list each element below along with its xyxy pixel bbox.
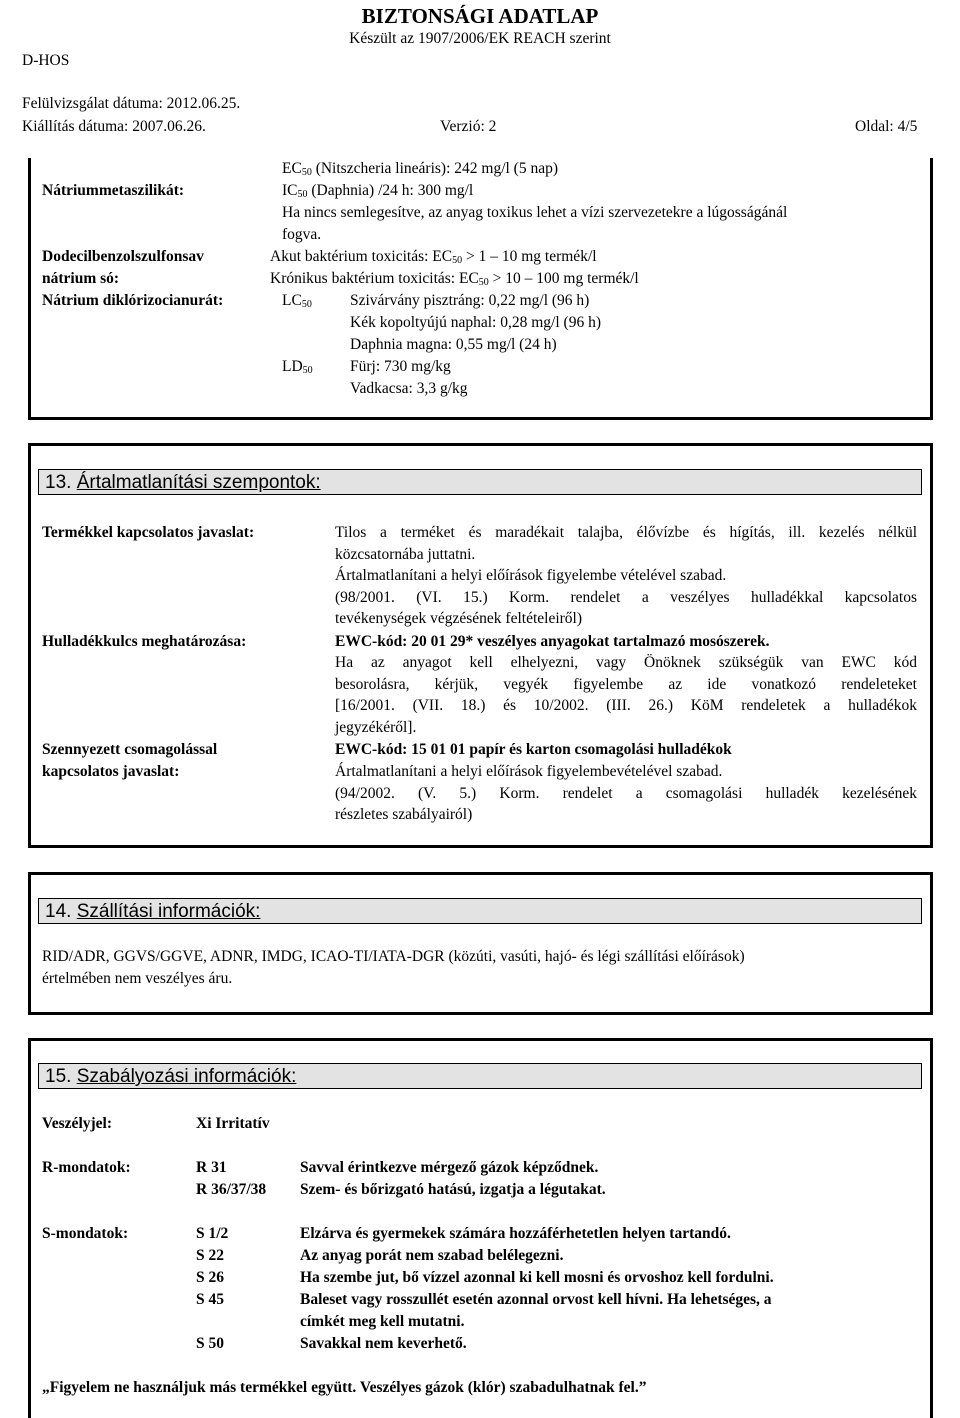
box1-left-border bbox=[28, 158, 31, 420]
dodecil-label-2: nátrium só: bbox=[42, 270, 120, 287]
s13-ewc-code-1: EWC-kód: 20 01 29* veszélyes anyagokat tartalmazó mosószerek. bbox=[335, 633, 770, 650]
hazard-label: Veszélyjel: bbox=[42, 1115, 113, 1132]
s13-packaging-text: Ártalmatlanítani a helyi előírások figyelembevételével szabad. (94/2002. (V. 5.) Korm. rendelet a csomagolási hulladék kezelésének részletes szabályairól) bbox=[335, 763, 917, 823]
section-15-heading: 15. Szabályozási információk: bbox=[38, 1063, 922, 1089]
issue-date: Kiállítás dátuma: 2007.06.26. bbox=[22, 118, 206, 135]
ec50-line: $EC_{50}$ (Nitszcheria lineáris): 242 mg/l (5 nap) bbox=[282, 160, 559, 178]
product-name: D-HOS bbox=[22, 52, 70, 69]
chronic-tox-line: Krónikus baktérium toxicitás: $EC_{50} > 10 - 100$ mg termék/l bbox=[270, 270, 639, 288]
note-line1: Ha nincs semlegesítve, az anyag toxikus lehet a vízi szervezetekre a lúgosságánál bbox=[282, 204, 788, 221]
box13-bottom-border bbox=[28, 845, 933, 848]
r-phrase-code: R 36/37/38 bbox=[196, 1181, 267, 1198]
s13-waste-text: Ha az anyagot kell elhelyezni, vagy Önöknek szükségük van EWC kód besorolásra, kérjük, vegyék figyelembe az ide vonatkozó rendeleteket [16/2001. (VII. 18.) és 10/2002. (III. 26.) KöM rendeletek a hulladékok jegyzékéről]. bbox=[335, 654, 917, 736]
s13-label-waste-code: Hulladékkulcs meghatározása: bbox=[42, 633, 247, 650]
s-phrase-text: Elzárva és gyermekek számára hozzáférhetetlen helyen tartandó. bbox=[300, 1225, 731, 1242]
s-phrase-code: S 1/2 bbox=[196, 1225, 229, 1242]
s-phrase-text: Savakkal nem keverhető. bbox=[300, 1335, 467, 1352]
s13-product-text: Tilos a terméket és maradékait talajba, élővízbe és hígítás, ill. kezelés nélkül közcsatornába juttatni. Ártalmatlanítani a helyi előírások figyelembe vételével szabad. (98/2001. (VI. 15.) Korm. rendelet a veszélyes hulladékkal kapcsolatos tevékenységek végzésének feltételeiről) bbox=[335, 524, 917, 627]
s-phrase-code: S 22 bbox=[196, 1247, 224, 1264]
s13-label-packaging-2: kapcsolatos javaslat: bbox=[42, 763, 180, 780]
box13-left-border bbox=[28, 443, 31, 848]
box14-bottom-border bbox=[28, 1012, 933, 1015]
r-phrase-text: Szem- és bőrizgató hatású, izgatja a légutakat. bbox=[300, 1181, 606, 1198]
version: Verzió: 2 bbox=[440, 118, 497, 135]
document-subtitle: Készült az 1907/2006/EK REACH szerint bbox=[349, 30, 611, 47]
ld50-item-1: Fürj: 730 mg/kg bbox=[350, 358, 451, 375]
s13-label-product: Termékkel kapcsolatos javaslat: bbox=[42, 524, 255, 541]
s-phrase-text: Az anyag porát nem szabad belélegezni. bbox=[300, 1247, 564, 1264]
page-number: Oldal: 4/5 bbox=[855, 118, 918, 135]
section-14-heading: 14. Szállítási információk: bbox=[38, 898, 922, 924]
hazard-value: Xi Irritatív bbox=[196, 1115, 270, 1132]
r-phrases-label: R-mondatok: bbox=[42, 1159, 131, 1176]
box15-right-border bbox=[930, 1038, 933, 1418]
box1-right-border bbox=[930, 158, 933, 420]
lc50-label: $LC_{50}$ bbox=[282, 292, 312, 310]
s13-ewc-code-2: EWC-kód: 15 01 01 papír és karton csomagolási hulladékok bbox=[335, 741, 732, 758]
s-phrases-label: S-mondatok: bbox=[42, 1225, 129, 1242]
s-phrase-text: címkét meg kell mutatni. bbox=[300, 1313, 465, 1330]
box15-left-border bbox=[28, 1038, 31, 1418]
dodecil-label-1: Dodecilbenzolszulfonsav bbox=[42, 248, 204, 265]
s13-label-packaging-1: Szennyezett csomagolással bbox=[42, 741, 218, 758]
s-phrase-code: S 26 bbox=[196, 1269, 224, 1286]
box14-top-border bbox=[28, 872, 933, 875]
lc50-item-2: Kék kopoltyújú naphal: 0,28 mg/l (96 h) bbox=[350, 314, 601, 331]
lc50-item-3: Daphnia magna: 0,55 mg/l (24 h) bbox=[350, 336, 557, 353]
box14-left-border bbox=[28, 872, 31, 1015]
r-phrase-text: Savval érintkezve mérgező gázok képződnek. bbox=[300, 1159, 599, 1176]
acute-tox-line: Akut baktérium toxicitás: $EC_{50} > 1 - 10$ mg termék/l bbox=[270, 248, 597, 266]
ic50-line: $IC_{50}$ (Daphnia) /24 h: 300 mg/l bbox=[282, 182, 474, 200]
box13-top-border bbox=[28, 443, 933, 446]
s-phrase-code: S 50 bbox=[196, 1335, 224, 1352]
s-phrase-text: Ha szembe jut, bő vízzel azonnal ki kell mosni és orvoshoz kell fordulni. bbox=[300, 1269, 774, 1286]
box1-bottom-border bbox=[28, 417, 933, 420]
box14-right-border bbox=[930, 872, 933, 1015]
section-13-heading: 13. Ártalmatlanítási szempontok: bbox=[38, 469, 922, 495]
revision-date: Felülvizsgálat dátuma: 2012.06.25. bbox=[22, 95, 241, 112]
s-phrase-text: Baleset vagy rosszullét esetén azonnal orvost kell hívni. Ha lehetséges, a bbox=[300, 1291, 772, 1308]
diklor-label: Nátrium diklórizocianurát: bbox=[42, 292, 224, 309]
natrium-label: Nátriummetaszilikát: bbox=[42, 182, 185, 199]
ld50-item-2: Vadkacsa: 3,3 g/kg bbox=[350, 380, 468, 397]
box13-right-border bbox=[930, 443, 933, 848]
document-title: BIZTONSÁGI ADATLAP bbox=[361, 4, 599, 28]
lc50-item-1: Szivárvány pisztráng: 0,22 mg/l (96 h) bbox=[350, 292, 590, 309]
r-phrase-code: R 31 bbox=[196, 1159, 227, 1176]
s-phrase-code: S 45 bbox=[196, 1291, 224, 1308]
s14-transport-text: RID/ADR, GGVS/GGVE, ADNR, IMDG, ICAO-TI/IATA-DGR (közúti, vasúti, hajó- és légi szállítási előírások) értelmében nem veszélyes áru. bbox=[42, 948, 745, 987]
ld50-label: $LD_{50}$ bbox=[282, 358, 313, 376]
warning-note: „Figyelem ne használjuk más termékkel együtt. Veszélyes gázok (klór) szabadulhatnak fel.” bbox=[42, 1379, 647, 1396]
note-line2: fogva. bbox=[282, 226, 322, 243]
box15-top-border bbox=[28, 1038, 933, 1041]
